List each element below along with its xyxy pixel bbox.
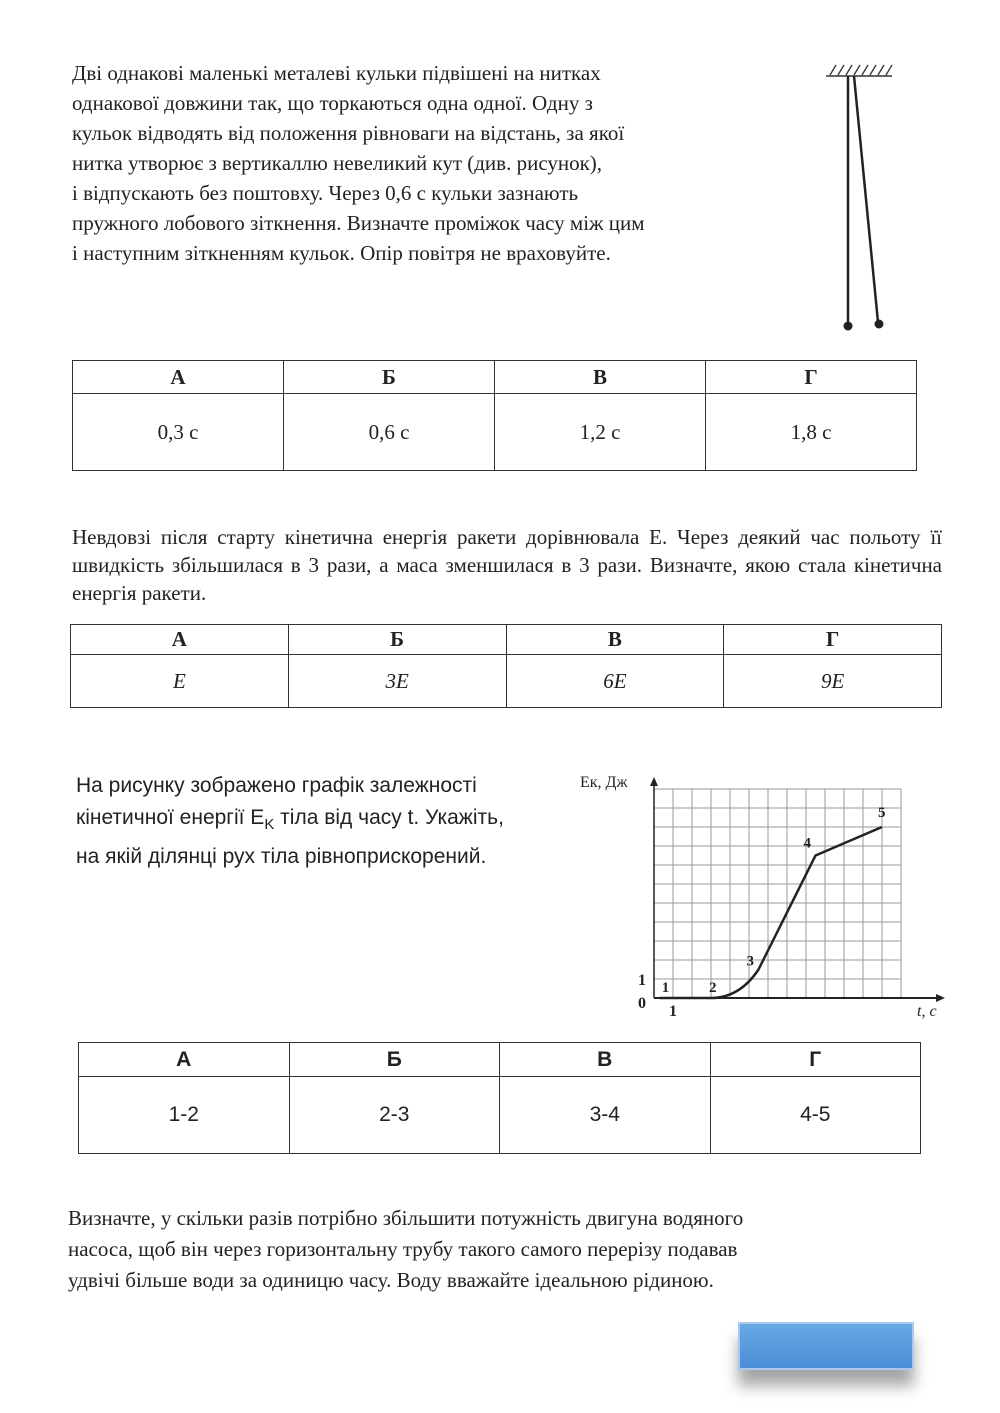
next-button[interactable] (738, 1322, 914, 1370)
answer-table-3 (78, 1042, 921, 1154)
answer-cell[interactable]: 4-5 (710, 1077, 921, 1154)
answer-cell[interactable]: 3E (288, 655, 506, 708)
option-header: В (495, 361, 706, 394)
answer-cell[interactable]: 0,3 с (73, 394, 284, 471)
answer-cell[interactable]: 0,6 с (284, 394, 495, 471)
answer-cell[interactable]: E (71, 655, 289, 708)
q1-line: Дві однакові маленькі металеві кульки підвішені на нитках (72, 61, 601, 85)
subscript-k: K (264, 816, 275, 834)
x-tick-label: 0 (638, 995, 646, 1012)
answer-cell[interactable]: 6E (506, 655, 724, 708)
option-header: Г (706, 361, 917, 394)
q1-line: і відпускають без поштовху. Через 0,6 с кульки зазнають (72, 181, 579, 205)
q3-line-part: кінетичної енергії E (76, 806, 265, 829)
answer-cell[interactable]: 3-4 (500, 1077, 711, 1154)
question-3-text (76, 770, 596, 873)
x-axis-label: t, с (917, 1003, 937, 1020)
option-header: В (500, 1043, 711, 1077)
answer-cell[interactable]: 1-2 (79, 1077, 290, 1154)
point-label: 1 (661, 980, 670, 996)
q3-line (76, 802, 596, 841)
ball-right (875, 320, 884, 329)
point-label: 4 (803, 835, 811, 852)
question-1-text (72, 58, 792, 268)
option-header: В (506, 625, 724, 655)
q4-line: Визначте, у скільки разів потрібно збільшити потужність двигуна водяного (68, 1206, 744, 1230)
deflected-thread (854, 76, 878, 322)
question-4-text (68, 1203, 948, 1296)
energy-time-graph (580, 770, 937, 1030)
option-header: Б (284, 361, 495, 394)
energy-curve (660, 827, 882, 998)
option-header: А (71, 625, 289, 655)
point-label: 2 (709, 980, 717, 996)
answer-cell[interactable]: 1,2 с (495, 394, 706, 471)
option-header: А (79, 1043, 290, 1077)
ball-left (844, 322, 853, 331)
answer-table-1 (72, 360, 917, 471)
q1-line: однакової довжини так, що торкаються одна одної. Одну з (72, 91, 593, 115)
option-header: А (73, 361, 284, 394)
x-tick-label: 1 (669, 1003, 677, 1020)
option-header: Б (288, 625, 506, 655)
q1-line: нитка утворює з вертикаллю невеликий кут (див. рисунок), (72, 151, 603, 175)
point-label: 3 (746, 953, 754, 970)
y-axis-arrow (650, 777, 658, 786)
x-axis-arrow (936, 994, 945, 1002)
answer-table-2 (70, 624, 942, 708)
answer-cell[interactable]: 2-3 (289, 1077, 500, 1154)
q1-line: пружного лобового зіткнення. Визначте проміжок часу між цим (72, 211, 645, 235)
q1-line: кульок відводять від положення рівноваги на відстань, за якої (72, 121, 625, 145)
question-2-text: Невдовзі після старту кінетична енергія ракети дорівнювала E. Через деякий час польоту її швидкість збільшилася в 3 рази, а маса зменшилася в 3 рази. Визначте, якою стала кінетична енергія ракети. (72, 525, 942, 605)
q3-line-part: тіла від часу t. Укажіть, (274, 806, 504, 829)
graph-curve (660, 827, 882, 998)
y-tick-label: 1 (638, 972, 646, 989)
graph-grid (654, 789, 901, 998)
option-header: Г (710, 1043, 921, 1077)
ceiling-hatching (830, 65, 892, 75)
q1-line: і наступним зіткненням кульок. Опір повітря не враховуйте. (72, 241, 611, 265)
q3-line: на якій ділянці рух тіла рівноприскорений. (76, 845, 487, 869)
answer-cell[interactable]: 9E (724, 655, 942, 708)
answer-cell[interactable]: 1,8 с (706, 394, 917, 471)
option-header: Г (724, 625, 942, 655)
y-axis-label: Eк, Дж (580, 774, 628, 791)
pendulum-figure (822, 60, 902, 340)
q4-line: насоса, щоб він через горизонтальну трубу такого самого перерізу подавав (68, 1237, 738, 1261)
q4-line: удвічі більше води за одиницю часу. Воду вважайте ідеальною рідиною. (68, 1268, 714, 1292)
point-label: 5 (878, 805, 886, 821)
q3-line: На рисунку зображено графік залежності (76, 774, 477, 797)
graph-labels (580, 774, 937, 1020)
option-header: Б (289, 1043, 500, 1077)
